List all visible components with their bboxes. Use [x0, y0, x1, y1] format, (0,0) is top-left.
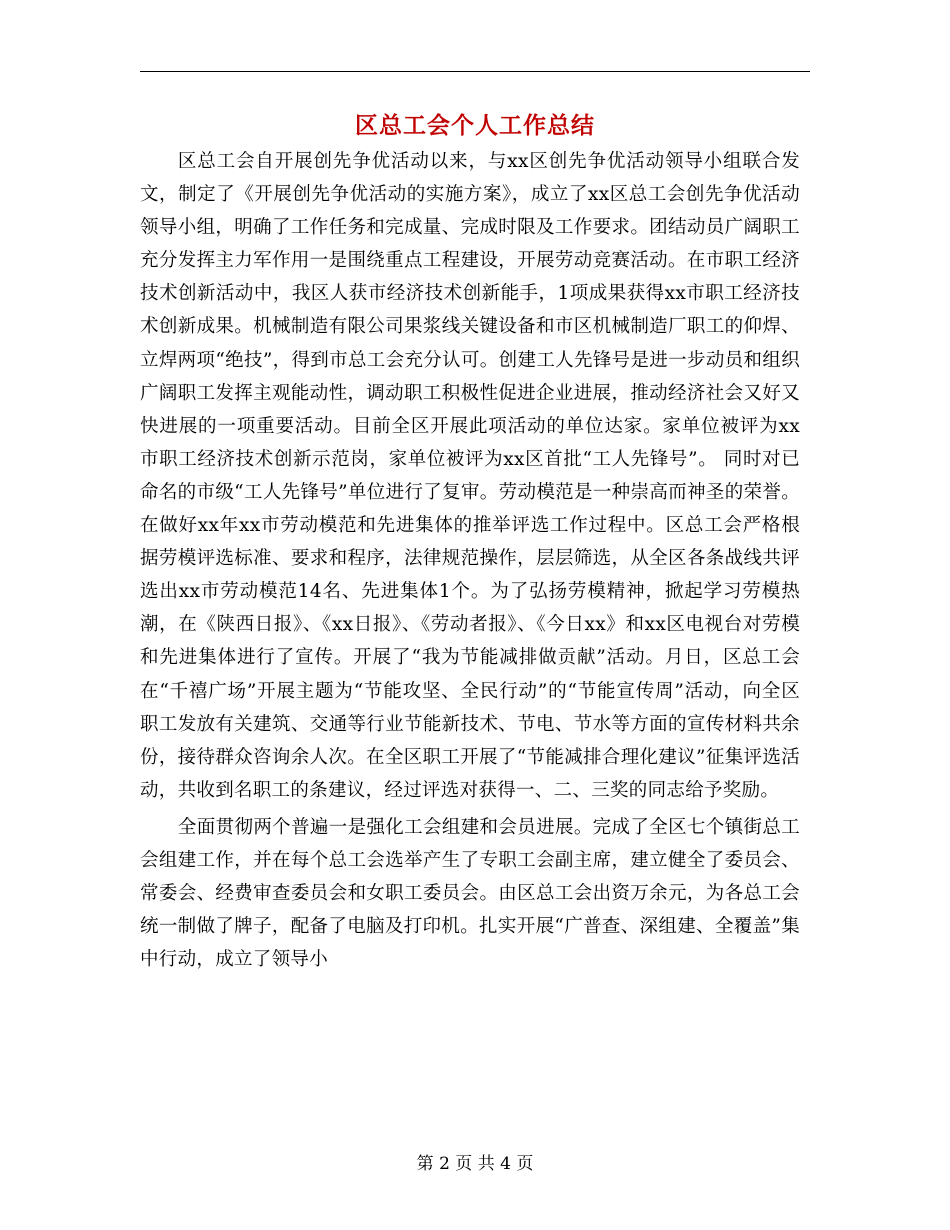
document-title: 区总工会个人工作总结: [355, 112, 595, 139]
document-body: [140, 145, 800, 976]
body-paragraph-1: 区总工会自开展创先争优活动以来，与xx区创先争优活动领导小组联合发文，制定了《开展创先争优活动的实施方案》，成立了xx区总工会创先争优活动领导小组，明确了工作任务和完成量、完成时限及工作要求。团结动员广阔职工充分发挥主力军作用一是围绕重点工程建设，开展劳动竞赛活动。在市职工经济技术创新活动中，我区人获市经济技术创新能手，1项成果获得xx市职工经济技术创新成果。机械制造有限公司果浆线关键设备和市区机械制造厂职工的仰焊、立焊两项“绝技”，得到市总工会充分认可。创建工人先锋号是进一步动员和组织广阔职工发挥主观能动性，调动职工积极性促进企业进展，推动经济社会又好又快进展的一项重要活动。目前全区开展此项活动的单位达家。家单位被评为xx市职工经济技术创新示范岗，家单位被评为xx区首批“工人先锋号”。 同时对已命名的市级“工人先锋号”单位进行了复审。劳动模范是一种崇高而神圣的荣誉。在做好xx年xx市劳动模范和先进集体的推举评选工作过程中。区总工会严格根据劳模评选标准、要求和程序，法律规范操作，层层筛选，从全区各条战线共评选出xx市劳动模范14名、先进集体1个。为了弘扬劳模精神，掀起学习劳模热潮，在《陕西日报》、《xx日报》、《劳动者报》、《今日xx》和xx区电视台对劳模和先进集体进行了宣传。开展了“我为节能减排做贡献”活动。月日，区总工会在“千禧广场”开展主题为“节能攻坚、全民行动”的“节能宣传周”活动，向全区职工发放有关建筑、交通等行业节能新技术、节电、节水等方面的宣传材料共余份，接待群众咨询余人次。在全区职工开展了“节能减排合理化建议”征集评选活动，共收到名职工的条建议，经过评选对获得一、二、三奖的同志给予奖励。: [140, 151, 800, 801]
page-number-footer: 第 2 页 共 4 页: [416, 1154, 534, 1174]
body-paragraph-2: 全面贯彻两个普遍一是强化工会组建和会员进展。完成了全区七个镇街总工会组建工作，并在每个总工会选举产生了专职工会副主席，建立健全了委员会、常委会、经费审查委员会和女职工委员会。由区总工会出资万余元，为各总工会统一制做了牌子，配备了电脑及打印机。扎实开展“广普查、深组建、全覆盖”集中行动，成立了领导小: [140, 816, 800, 971]
header-rule: [140, 71, 810, 72]
